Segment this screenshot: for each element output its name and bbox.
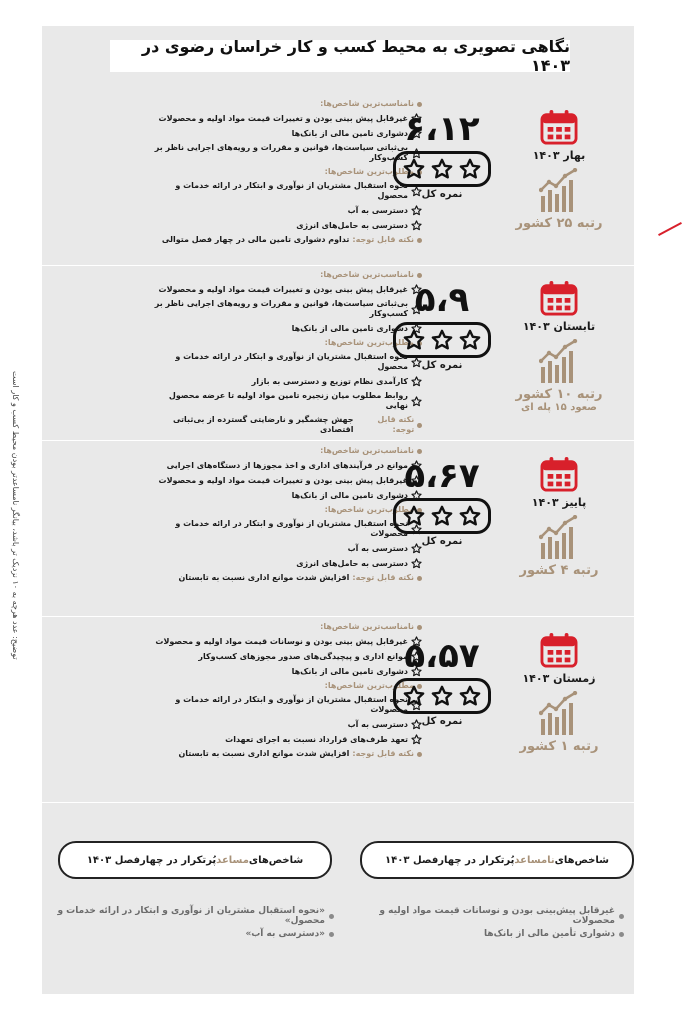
total-score-label: نمره کل <box>421 360 463 371</box>
list-item: غیرقابل پیش بینی بودن و نوسانات قیمت مواد اولیه و محصولات <box>150 636 422 647</box>
indicator-list <box>150 266 422 435</box>
star-outline-icon <box>411 220 422 231</box>
note-line: نکته قابل توجه: جهش چشمگیر و نارضایتی گسترده از بی‌ثباتی اقتصادی <box>150 415 422 435</box>
growth-chart-icon <box>539 168 579 212</box>
list-item: دسترسی به آب <box>150 205 422 216</box>
calendar-icon <box>540 109 578 145</box>
star-outline-icon <box>458 329 482 351</box>
pill-suffix: پُرتکرار در چهارفصل ۱۴۰۳ <box>86 854 217 866</box>
page-title: نگاهی تصویری به محیط کسب و کار خراسان رضوی در ۱۴۰۳ <box>110 40 570 72</box>
season-name: زمستان ۱۴۰۳ <box>522 672 596 685</box>
list-item: «دسترسی به آب» <box>54 929 334 939</box>
star-rating <box>393 151 491 187</box>
star-outline-icon <box>411 558 422 569</box>
list-item: دشواری تأمین مالی از بانک‌ها <box>354 929 624 939</box>
national-rank: رتبه ۱ کشور <box>519 739 599 754</box>
list-item: غیرقابل پیش بینی بودن و تغییرات قیمت مواد اولیه و محصولات <box>150 113 422 124</box>
bullet-dot <box>417 752 422 757</box>
list-item: موانع در فرآیندهای اداری و اخذ مجوزها از دستگاه‌های اجرایی <box>150 460 422 471</box>
list-item: نحوه استقبال مشتریان از نوآوری و ابتکار در ارائه خدمات و محصولات <box>150 519 422 539</box>
bullet-dot <box>417 102 422 107</box>
star-outline-icon <box>402 685 426 707</box>
season-section <box>42 95 634 266</box>
indicator-list <box>150 95 422 245</box>
note-line: نکته قابل توجه: افزایش شدت موانع اداری نسبت به تابستان <box>150 749 422 759</box>
score-block <box>387 456 497 547</box>
unfavorable-heading: نامناسب‌ترین شاخص‌ها: <box>150 270 422 280</box>
list-item: دشواری تامین مالی از بانک‌ها <box>150 666 422 677</box>
list-item: دسترسی به حامل‌های انرژی <box>150 220 422 231</box>
season-section <box>42 266 634 441</box>
bullet-dot <box>417 576 422 581</box>
list-item: نحوه استقبال مشتریان از نوآوری و ابتکار در ارائه خدمات و محصول <box>150 352 422 372</box>
pill-prefix: شاخص‌های <box>554 854 609 866</box>
indicator-list <box>150 618 422 759</box>
unfavorable-heading: نامناسب‌ترین شاخص‌ها: <box>150 622 422 632</box>
total-score-label: نمره کل <box>421 189 463 200</box>
growth-chart-icon <box>539 515 579 559</box>
star-outline-icon <box>430 329 454 351</box>
top-margin <box>42 0 634 26</box>
list-item: دسترسی به آب <box>150 543 422 554</box>
favorable-heading: مطلوب‌ترین شاخص‌ها: <box>150 505 422 515</box>
favorable-heading: مطلوب‌ترین شاخص‌ها: <box>150 681 422 691</box>
note-line: نکته قابل توجه: تداوم دشواری تامین مالی در چهار فصل متوالی <box>150 235 422 245</box>
score-block <box>387 109 497 200</box>
bullet-dot <box>417 449 422 454</box>
total-score-value: ۵،۶۷ <box>404 456 480 496</box>
score-block <box>387 636 497 727</box>
list-item: کارآمدی نظام توزیع و دسترسی به بازار <box>150 376 422 387</box>
unfavorable-summary-pill <box>360 841 634 879</box>
star-outline-icon <box>430 685 454 707</box>
list-item: دشواری تامین مالی از بانک‌ها <box>150 490 422 501</box>
list-item: تعهد طرف‌های قرارداد نسبت به اجرای تعهدات <box>150 734 422 745</box>
bullet-dot <box>417 238 422 243</box>
star-outline-icon <box>402 329 426 351</box>
star-outline-icon <box>458 505 482 527</box>
list-item: «نحوه استقبال مشتریان از نوآوری و ابتکار در ارائه خدمات و محصول» <box>54 906 334 926</box>
list-item: غیرقابل پیش‌بینی بودن و نوسانات قیمت مواد اولیه و محصولات <box>354 906 624 926</box>
list-item: دسترسی به حامل‌های انرژی <box>150 558 422 569</box>
star-outline-icon <box>402 158 426 180</box>
pill-accent: نامساعد <box>514 854 555 866</box>
list-item: دسترسی به آب <box>150 719 422 730</box>
favorable-heading: مطلوب‌ترین شاخص‌ها: <box>150 167 422 177</box>
star-outline-icon <box>458 685 482 707</box>
list-item: غیرقابل پیش بینی بودن و تغییرات قیمت مواد اولیه و محصولات <box>150 284 422 295</box>
bullet-dot <box>417 423 422 428</box>
season-name: پاییز ۱۴۰۳ <box>531 496 587 509</box>
list-item: موانع اداری و پیچیدگی‌های صدور مجوزهای کسب‌وکار <box>150 651 422 662</box>
list-item: دشواری تامین مالی از بانک‌ها <box>150 128 422 139</box>
unfavorable-heading: نامناسب‌ترین شاخص‌ها: <box>150 99 422 109</box>
bullet-dot <box>619 932 624 937</box>
unfavorable-summary-list <box>354 903 624 942</box>
star-outline-icon <box>411 205 422 216</box>
star-outline-icon <box>402 505 426 527</box>
bullet-dot <box>329 914 334 919</box>
star-outline-icon <box>411 376 422 387</box>
bullet-dot <box>329 932 334 937</box>
list-item: نحوه استقبال مشتریان از نوآوری و ابتکار در ارائه خدمات و محصول <box>150 181 422 201</box>
national-rank: رتبه ۱۰ کشور <box>515 387 603 402</box>
bullet-dot <box>417 625 422 630</box>
national-rank: رتبه ۲۵ کشور <box>515 216 603 231</box>
pill-prefix: شاخص‌های <box>248 854 304 866</box>
list-item: بی‌ثباتی سیاست‌ها، قوانین و مقررات و رویه‌های اجرایی ناظر بر کسب‌وکار <box>150 299 422 319</box>
total-score-label: نمره کل <box>421 536 463 547</box>
season-info <box>494 456 624 578</box>
star-outline-icon <box>411 396 422 407</box>
rank-change: صعود ۱۵ پله ای <box>521 402 597 413</box>
star-rating <box>393 678 491 714</box>
growth-chart-icon <box>539 691 579 735</box>
star-outline-icon <box>458 158 482 180</box>
pill-accent: مساعد <box>216 854 249 866</box>
season-name: بهار ۱۴۰۳ <box>532 149 586 162</box>
favorable-summary-list <box>54 903 334 942</box>
national-rank: رتبه ۴ کشور <box>519 563 599 578</box>
star-rating <box>393 498 491 534</box>
season-info <box>494 632 624 754</box>
list-item: دشواری تامین مالی از بانک‌ها <box>150 323 422 334</box>
star-rating <box>393 322 491 358</box>
unfavorable-heading: نامناسب‌ترین شاخص‌ها: <box>150 446 422 456</box>
total-score-value: ۶،۱۲ <box>404 109 480 149</box>
season-name: تابستان ۱۴۰۳ <box>522 320 596 333</box>
list-item: نحوه استقبال مشتریان از نوآوری و ابتکار در ارائه خدمات و محصولات <box>150 695 422 715</box>
bullet-dot <box>619 914 624 919</box>
note-line: نکته قابل توجه: افزایش شدت موانع اداری نسبت به تابستان <box>150 573 422 583</box>
bullet-dot <box>417 273 422 278</box>
star-outline-icon <box>430 158 454 180</box>
list-item: بی‌ثباتی سیاست‌ها، قوانین و مقررات و رویه‌های اجرایی ناظر بر کسب‌وکار <box>150 143 422 163</box>
season-info <box>494 109 624 231</box>
total-score-label: نمره کل <box>421 716 463 727</box>
total-score-value: ۵،۹ <box>414 280 470 320</box>
score-block <box>387 280 497 371</box>
calendar-icon <box>540 280 578 316</box>
side-note: توضیح: عدد هرچه به ۱۰ نزدیک تر باشد، بیانگر نامساعدتر بودن محیط کسب و کار است <box>11 371 20 660</box>
calendar-icon <box>540 456 578 492</box>
list-item: روابط مطلوب میان زنجیره تامین مواد اولیه تا عرضه محصول نهایی <box>150 391 422 411</box>
star-outline-icon <box>430 505 454 527</box>
growth-chart-icon <box>539 339 579 383</box>
favorable-heading: مطلوب‌ترین شاخص‌ها: <box>150 338 422 348</box>
season-info <box>494 280 624 413</box>
favorable-summary-pill <box>58 841 332 879</box>
calendar-icon <box>540 632 578 668</box>
season-section <box>42 442 634 617</box>
red-accent-line <box>658 222 682 236</box>
list-item: غیرقابل پیش بینی بودن و تغییرات قیمت مواد اولیه و محصولات <box>150 475 422 486</box>
indicator-list <box>150 442 422 583</box>
star-outline-icon <box>411 734 422 745</box>
pill-suffix: پُرتکرار در چهارفصل ۱۴۰۳ <box>385 854 515 866</box>
season-section <box>42 618 634 803</box>
bottom-summary <box>42 825 634 995</box>
total-score-value: ۵،۵۷ <box>404 636 480 676</box>
